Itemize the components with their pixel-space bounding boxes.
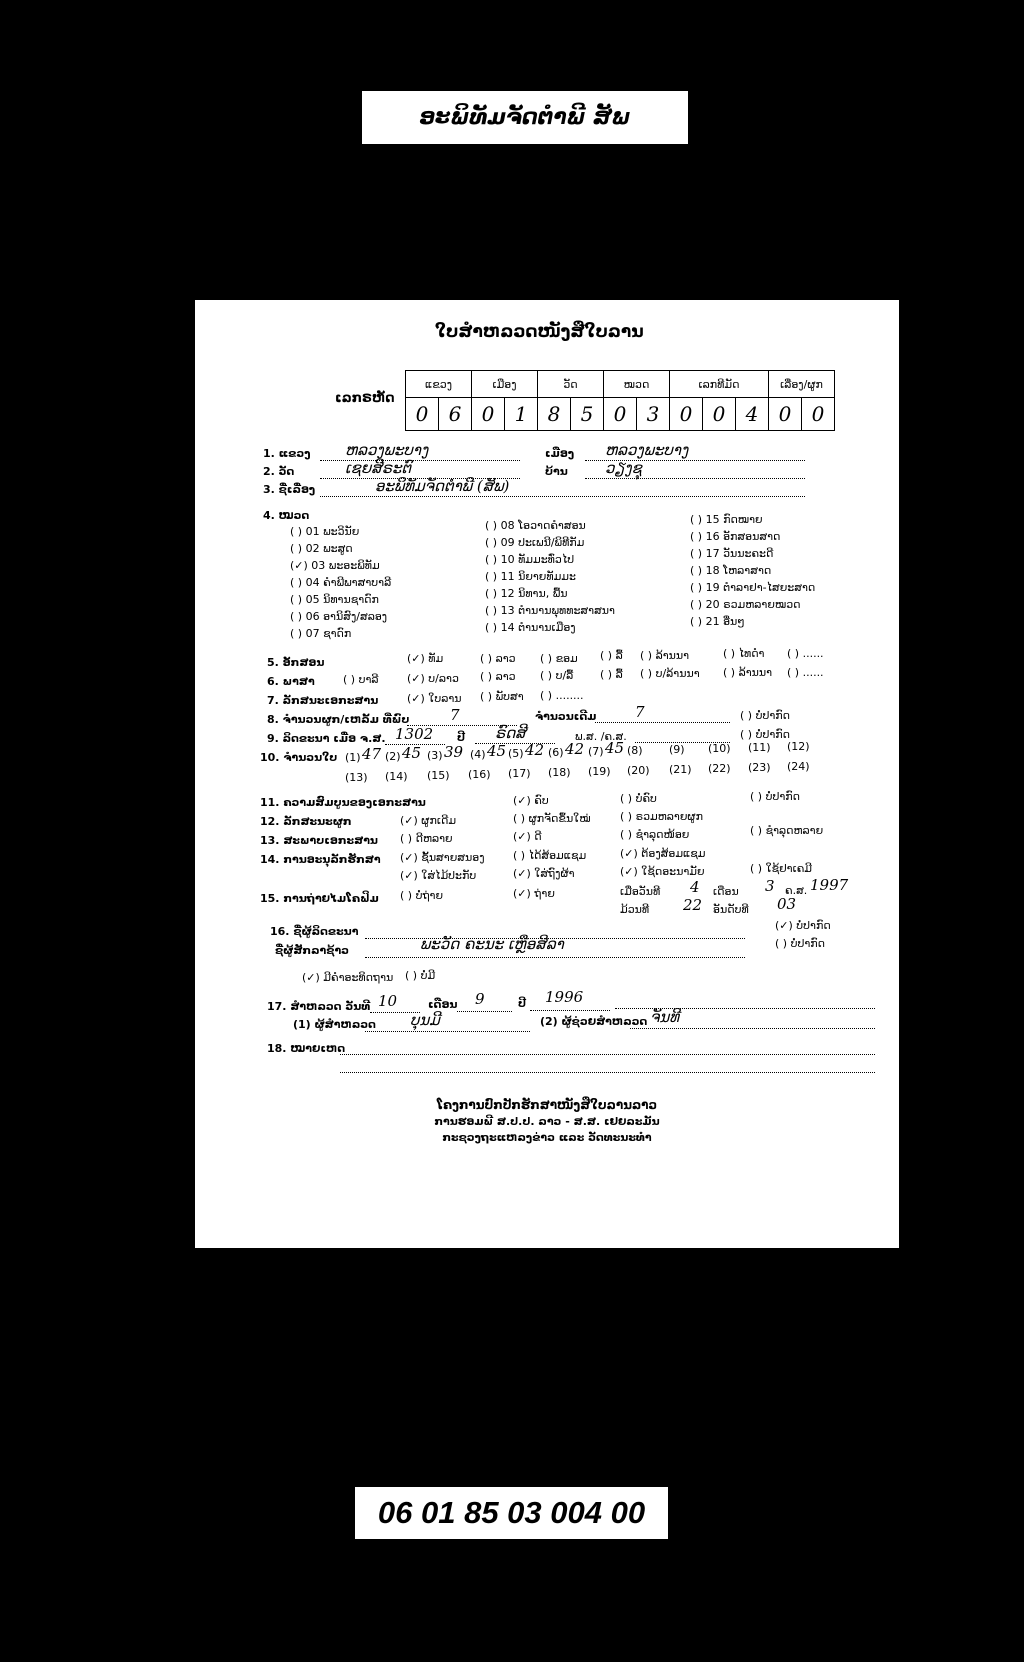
leaf-count-value: 47 [362, 745, 382, 763]
microfilm-option[interactable]: (✓) ຖ່າຍ [513, 887, 555, 900]
field-line [365, 957, 745, 958]
category-option[interactable]: ( ) 15 ກົດໝາຍ [690, 513, 763, 526]
leaf-index: (21) [669, 763, 692, 776]
field-line [365, 1031, 530, 1032]
completeness-option[interactable]: ( ) ບໍ່ປາກົດ [750, 790, 800, 803]
field-village-value: ວຽງຊຸ [605, 459, 642, 477]
microfilm-option[interactable]: ( ) ບໍ່ຖ່າຍ [400, 889, 444, 902]
surveyor-label: (1) ຜູ້ສໍາຫລວດ [293, 1018, 376, 1031]
unknown-option[interactable]: (✓) ບໍ່ປາກົດ [775, 919, 831, 932]
leaf-count-value: 42 [525, 741, 545, 759]
leaf-index: (24) [787, 760, 810, 773]
document-type-option[interactable]: ( ) ພັບສາ [480, 690, 524, 703]
written-era-label: ພ.ສ. /ຄ.ສ. [575, 730, 627, 743]
leaf-count-value: 45 [605, 739, 625, 757]
field-line [320, 496, 805, 497]
code-col-temple: ວັດ [538, 371, 604, 398]
leaf-count-value: 39 [444, 743, 464, 761]
completeness-option[interactable]: ( ) ບໍ່ຄົບ [620, 792, 657, 805]
written-date-label: 9. ລິດຂະນາ ເມື່ອ ຈ.ສ. [267, 732, 386, 745]
form-title: ໃບສໍາຫລວດໜັງສືໃບລານ [435, 322, 644, 342]
completeness-option[interactable]: (✓) ຄົບ [513, 794, 549, 807]
category-option[interactable]: ( ) 18 ໂຫລາສາດ [690, 564, 772, 577]
code-digit: 0 [472, 398, 505, 431]
microfilm-year-value: 1997 [810, 876, 849, 894]
remarks-line [340, 1072, 875, 1073]
leaf-index: (3) [427, 749, 443, 762]
donor-label: ຊື່ຜູ້ສັກລາຊ້າວ [275, 944, 349, 957]
language-option[interactable]: (✓) ບ/ລາວ [407, 672, 459, 685]
unknown-option[interactable]: ( ) ບໍ່ປາກົດ [775, 937, 825, 950]
preservation-option[interactable]: (✓) ໃຊ້ດອະນາມັຍ [620, 865, 705, 878]
survey-day-value: 10 [378, 992, 398, 1010]
bundle-count-value: 7 [450, 706, 460, 724]
survey-date-label: 17. ສໍາຫລວດ ວັນທີ [267, 1000, 371, 1013]
category-option[interactable]: ( ) 13 ຕໍານານພຸທທະສາສນາ [485, 604, 615, 617]
leaf-index: (8) [627, 744, 643, 757]
script-option[interactable]: ( ) ລາວ [480, 652, 516, 665]
code-digit: 6 [439, 398, 472, 431]
footer-partner: ການຮອມພີ ສ.ປ.ປ. ລາວ - ສ.ສ. ເຢຍລະມັນ [434, 1115, 660, 1128]
donor-value: ພະວັດ ຄະນະ ເຫຼືອສີລາ [420, 935, 564, 953]
script-option[interactable]: ( ) ຂອມ [540, 652, 578, 665]
category-option[interactable]: ( ) 06 ອານິສົງ/ສລອງ [290, 610, 388, 623]
document-type-option[interactable]: ( ) ........ [540, 689, 584, 702]
category-option[interactable]: (✓) 03 ພະອະພິທັມ [290, 559, 380, 572]
assistant-label: (2) ຜູ້ຊ່ວຍສໍາຫລວດ [540, 1015, 648, 1028]
code-digit: 0 [802, 398, 835, 431]
microfilm-month-value: 3 [765, 877, 775, 895]
unknown-option[interactable]: ( ) ບໍ່ປາກົດ [740, 728, 790, 741]
leaf-index: (9) [669, 743, 685, 756]
leaf-index: (7) [588, 745, 604, 758]
field-district-value: ຫລວງພະບາງ [605, 441, 689, 459]
leaf-index: (16) [468, 768, 491, 781]
microfilm-roll-label: ມ້ວນທີ [620, 903, 650, 916]
field-line [457, 1011, 512, 1012]
field-temple-label: 2. ວັດ [263, 465, 295, 478]
field-title-label: 3. ຊື່ເລື່ອງ [263, 483, 316, 496]
leaf-count-label: 10. ຈໍານວນໃບ [260, 751, 338, 764]
category-option[interactable]: ( ) 01 ພະວິນັຍ [290, 525, 360, 538]
preservation-option[interactable]: (✓) ຕ້ອງສ້ອມແຊມ [620, 847, 706, 860]
microfilm-frame-label: ອັນດັບທີ [713, 903, 749, 916]
header-label: ອະພິທັມຈັດຕໍາພີ ສັພ [362, 91, 688, 144]
script-option[interactable]: (✓) ທັມ [407, 652, 444, 665]
code-digit: 3 [637, 398, 670, 431]
leaf-index: (18) [548, 766, 571, 779]
bundle-count-label: 8. ຈໍານວນຜູກ/ເຫລັ້ມ ທີ່ພົບ [267, 713, 410, 726]
category-option[interactable]: ( ) 20 ຣວມຫລາຍໝວດ [690, 598, 801, 611]
original-count-label: ຈໍານວນເດີມ [535, 710, 597, 723]
language-option[interactable]: ( ) ລ້ານນາ [723, 666, 773, 679]
footer-project: ໂຄງການປົກປັກຮັກສາໜັງສືໃບລານລາວ [436, 1098, 658, 1112]
leaf-index: (14) [385, 770, 408, 783]
code-col-bundle: ເລກທີມັດ [670, 371, 769, 398]
code-col-province: ແຂວງ [406, 371, 472, 398]
leaf-index: (13) [345, 771, 368, 784]
condition-option[interactable]: ( ) ດີຫລາຍ [400, 832, 453, 845]
code-digit: 4 [736, 398, 769, 431]
category-option[interactable]: ( ) 16 ອັກສອນສາດ [690, 530, 781, 543]
remarks-line [340, 1054, 875, 1055]
script-option[interactable]: ( ) ...... [787, 647, 824, 660]
code-digit: 8 [538, 398, 571, 431]
code-digit: 0 [703, 398, 736, 431]
code-table [405, 370, 835, 431]
field-province-value: ຫລວງພະບາງ [345, 441, 429, 459]
leaf-index: (1) [345, 751, 361, 764]
language-option[interactable]: ( ) ລື້ [600, 668, 623, 681]
script-option[interactable]: ( ) ລ້ານນາ [640, 649, 690, 662]
field-temple-value: ເຊຍສີຣະຕົ [345, 459, 412, 477]
field-province-label: 1. ແຂວງ [263, 447, 311, 460]
leaf-index: (20) [627, 764, 650, 777]
preservation-option[interactable]: (✓) ຊັ້ນສາຍສນອງ [400, 851, 485, 864]
condition-label: 13. ສະພາບເອກະສານ [260, 834, 378, 847]
preservation-option[interactable]: ( ) ໄດ້ສ້ອມແຊມ [513, 849, 587, 862]
code-digit: 5 [571, 398, 604, 431]
category-option[interactable]: ( ) 09 ປະເພນີ/ພິທີກັມ [485, 536, 585, 549]
preservation-option[interactable]: (✓) ໃສ່ໄມ້ປະກັບ [400, 869, 477, 882]
language-option[interactable]: ( ) ບ/ລື້ [540, 669, 574, 682]
category-option[interactable]: ( ) 02 ພະສູດ [290, 542, 353, 555]
microfilm-roll-value: 22 [683, 896, 703, 914]
category-option[interactable]: ( ) 19 ຕໍາລາຢາ-ໄສຍະສາດ [690, 581, 816, 594]
code-digit: 0 [769, 398, 802, 431]
bundle-type-label: 12. ລັກສະນະຜູກ [260, 815, 352, 828]
remarks-label: 18. ໝາຍເຫດ [267, 1042, 346, 1055]
written-year-value: 1302 [395, 725, 434, 743]
field-title-value: ອະພິທັມຈັດຕໍາພີ (ສັພ) [375, 477, 510, 495]
written-animal-year-value: ຣົດສີ [495, 724, 526, 742]
field-village-label: ບ້ານ [545, 465, 568, 478]
leaf-count-value: 42 [565, 740, 585, 758]
code-digit: 0 [670, 398, 703, 431]
survey-year-label: ປີ [518, 997, 526, 1010]
id-label: 06 01 85 03 004 00 [355, 1487, 668, 1539]
microfilm-year-label: ຄ.ສ. [785, 884, 808, 897]
category-option[interactable]: ( ) 21 ອື່ນໆ [690, 615, 745, 628]
script-option[interactable]: ( ) ໄທດໍາ [723, 647, 765, 660]
prayer-option[interactable]: (✓) ມີຄໍາອະທິດຖານ [302, 971, 394, 984]
leaf-count-value: 45 [402, 744, 422, 762]
category-option[interactable]: ( ) 14 ຕໍານານເມືອງ [485, 621, 576, 634]
category-option[interactable]: ( ) 12 ນິທານ, ພື້ນ [485, 587, 568, 600]
category-option[interactable]: ( ) 11 ນິຍາຍທັມມະ [485, 570, 576, 583]
bundle-type-option[interactable]: ( ) ຊໍາລຸດຫລາຍ [750, 824, 824, 837]
code-digit: 1 [505, 398, 538, 431]
completeness-label: 11. ຄວາມສົມບູນຂອງເອກະສານ [260, 796, 426, 809]
category-option[interactable]: ( ) 07 ຊາດົກ [290, 627, 352, 640]
microfilm-frame-value: 03 [777, 895, 797, 913]
leaf-index: (11) [748, 741, 771, 754]
microfilm-label: 15. ການຖ່າຍໄມໂຄຟິມ [260, 892, 379, 905]
leaf-index: (6) [548, 746, 564, 759]
survey-form [195, 300, 899, 1248]
code-col-item: ເລື່ອງ/ຜູກ [769, 371, 835, 398]
leaf-index: (15) [427, 769, 450, 782]
code-col-category: ໝວດ [604, 371, 670, 398]
microfilm-day-value: 4 [690, 878, 700, 896]
category-option[interactable]: ( ) 17 ວັນນະຄະດີ [690, 547, 774, 560]
language-option[interactable]: ( ) ລາວ [480, 670, 516, 683]
unknown-option[interactable]: ( ) ບໍ່ປາກົດ [740, 709, 790, 722]
code-digit: 0 [604, 398, 637, 431]
leaf-index: (17) [508, 767, 531, 780]
scribe-label: 16. ຊື່ຜູ້ລິດຂະນາ [270, 925, 359, 938]
leaf-count-value: 45 [487, 742, 507, 760]
language-option[interactable]: ( ) ບ/ລ້ານນາ [640, 667, 700, 680]
script-option[interactable]: ( ) ລື້ [600, 649, 623, 662]
prayer-option[interactable]: ( ) ບໍ່ມີ [405, 969, 436, 982]
written-animal-year-label: ປີ [457, 731, 465, 744]
microfilm-month-label: ເດືອນ [713, 885, 739, 898]
field-line [530, 1010, 610, 1011]
footer-ministry: ກະຊວງຖະແຫລງຂ່າວ ແລະ ວັດທະນະທໍາ [442, 1131, 652, 1144]
language-option[interactable]: ( ) ບາລີ [343, 673, 379, 686]
bundle-type-option[interactable]: ( ) ຣວມຫລາຍຜູກ [620, 810, 703, 823]
leaf-index: (4) [470, 748, 486, 761]
assistant-value: ຈັນທີ [650, 1008, 680, 1026]
leaf-index: (2) [385, 750, 401, 763]
category-option[interactable]: ( ) 05 ນິທານຊາດົກ [290, 593, 379, 606]
code-digit: 0 [406, 398, 439, 431]
condition-option[interactable]: ( ) ຊໍາລຸດໜ້ອຍ [620, 828, 690, 841]
preservation-label: 14. ການອະນຸລັກຮັກສາ [260, 853, 381, 866]
surveyor-value: ບຸນມີ [410, 1011, 440, 1029]
microfilm-date-label: ເມື່ອວັນທີ [620, 885, 661, 898]
language-label: 6. ພາສາ [267, 675, 315, 688]
language-option[interactable]: ( ) ...... [787, 666, 824, 679]
bundle-type-option[interactable]: ( ) ຜູກຈັດຂຶ້ນໃໝ່ [513, 812, 591, 825]
survey-year-value: 1996 [545, 988, 584, 1006]
condition-option[interactable]: (✓) ດີ [513, 830, 542, 843]
leaf-index: (19) [588, 765, 611, 778]
code-label: ເລກຣຫັດ [335, 391, 395, 406]
leaf-index: (12) [787, 740, 810, 753]
leaf-index: (10) [708, 742, 731, 755]
field-district-label: ເມືອງ [545, 447, 575, 460]
script-label: 5. ອັກສອນ [267, 656, 325, 669]
field-line [630, 1028, 875, 1029]
bundle-type-option[interactable]: (✓) ຜູກເດີມ [400, 814, 457, 827]
field-line [595, 722, 730, 723]
document-type-label: 7. ລັກສນະເອກະສານ [267, 694, 379, 707]
preservation-option[interactable]: (✓) ໃສ່ຖົງຜ້າ [513, 867, 575, 880]
code-col-district: ເມືອງ [472, 371, 538, 398]
leaf-index: (22) [708, 762, 731, 775]
category-option[interactable]: ( ) 10 ທັມມະທົ່ວໄປ [485, 553, 575, 566]
preservation-option[interactable]: ( ) ໃຊ້ຢາເຄມີ [750, 862, 813, 875]
field-category-label: 4. ໝວດ [263, 509, 310, 522]
survey-month-value: 9 [475, 990, 485, 1008]
survey-month-label: ເດືອນ [428, 998, 458, 1011]
category-option[interactable]: ( ) 04 ຄໍາພີພາສາບາລີ [290, 576, 392, 589]
document-type-option[interactable]: (✓) ໃບລານ [407, 692, 462, 705]
original-count-value: 7 [635, 703, 645, 721]
leaf-index: (23) [748, 761, 771, 774]
category-option[interactable]: ( ) 08 ໂອວາດຄໍາສອນ [485, 519, 586, 532]
field-line [585, 478, 805, 479]
leaf-index: (5) [508, 747, 524, 760]
